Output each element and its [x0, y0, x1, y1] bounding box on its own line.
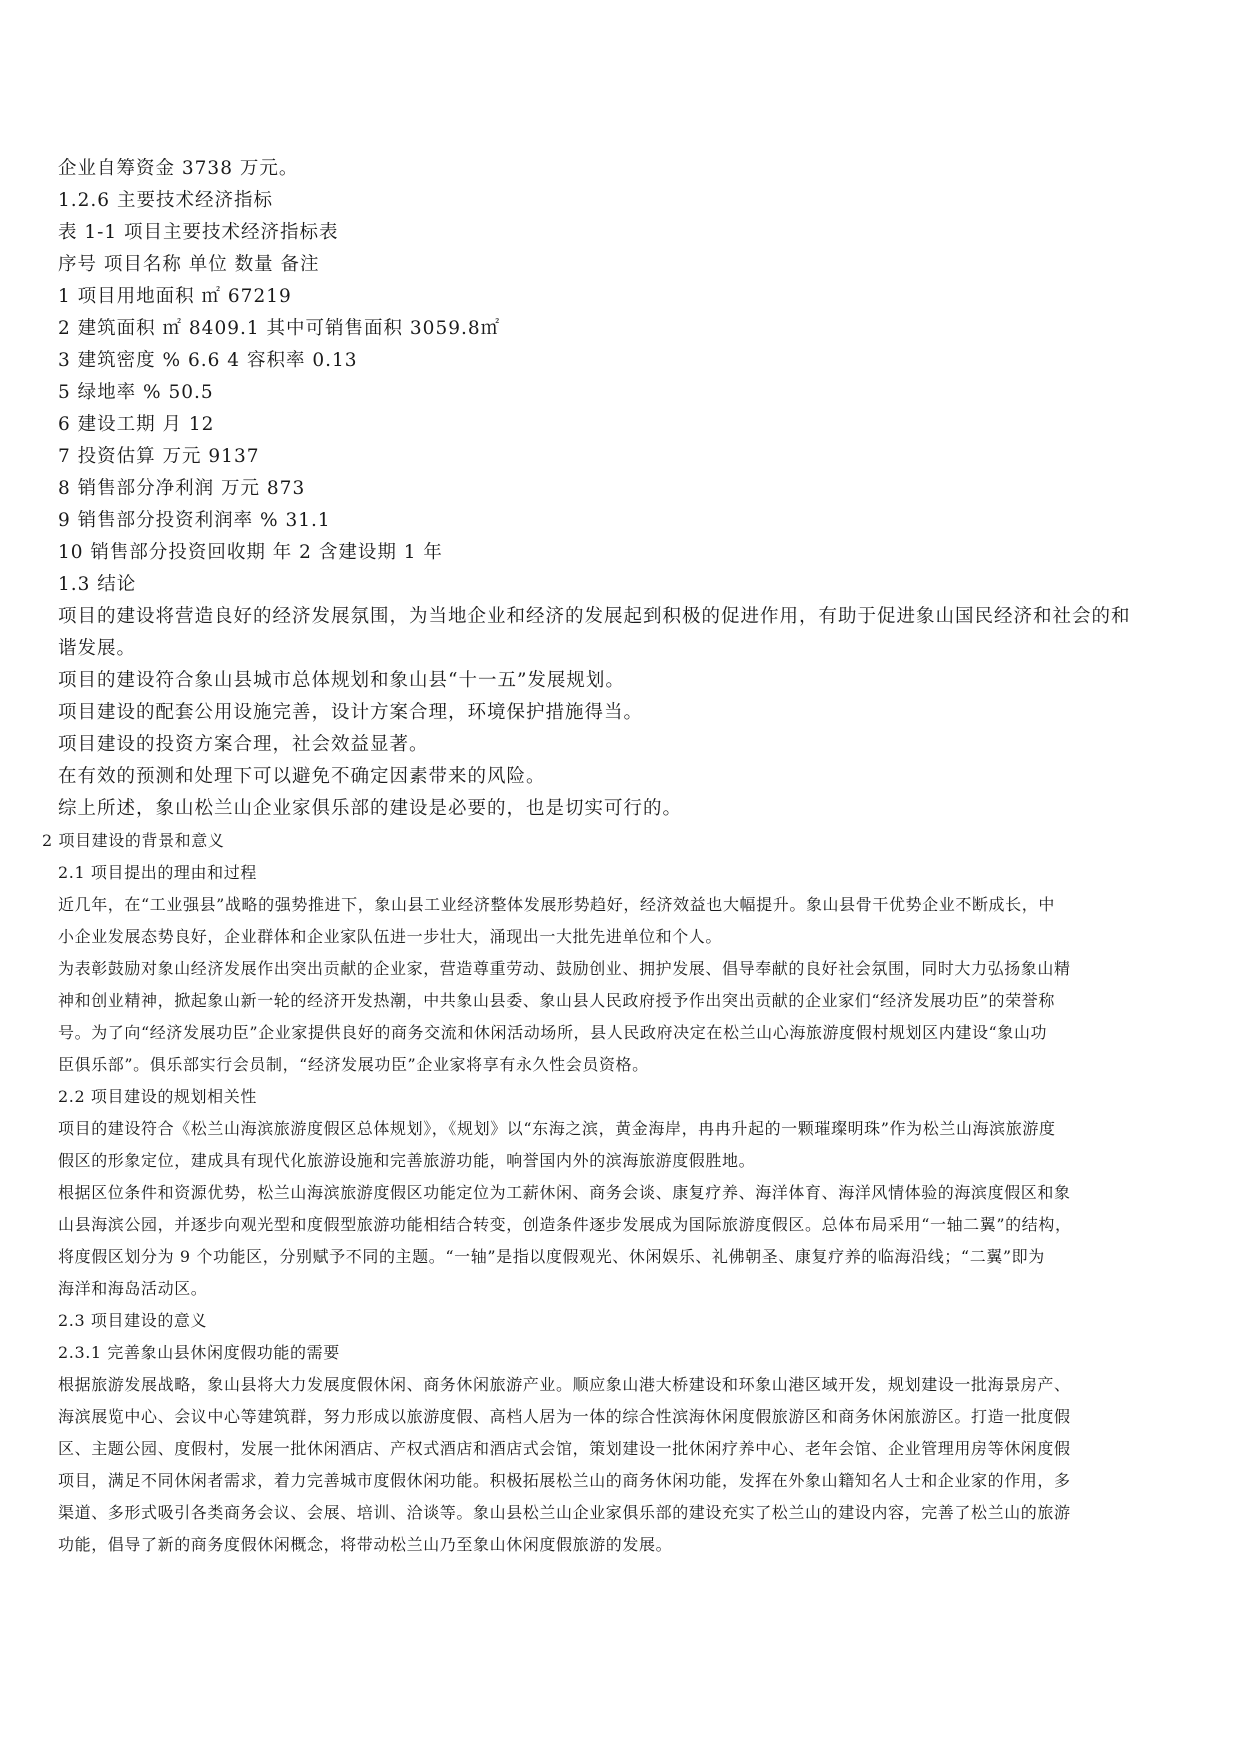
table-header-row: 序号 项目名称 单位 数量 备注	[58, 254, 320, 275]
paragraph-line: 项目，满足不同休闲者需求，着力完善城市度假休闲功能。积极拓展松兰山的商务休闲功能，发挥在外象山籍知名人士和企业家的作用，多	[58, 1471, 1071, 1490]
paragraph-line: 功能，倡导了新的商务度假休闲概念，将带动松兰山乃至象山休闲度假旅游的发展。	[58, 1535, 673, 1554]
paragraph-line: 为表彰鼓励对象山经济发展作出突出贡献的企业家，营造尊重劳动、鼓励创业、拥护发展、倡导奉献的良好社会氛围，同时大力弘扬象山精	[58, 959, 1071, 978]
paragraph-line: 项目的建设符合象山县城市总体规划和象山县“十一五”发展规划。	[58, 670, 625, 691]
paragraph-line: 将度假区划分为 9 个功能区，分别赋予不同的主题。“一轴”是指以度假观光、休闲娱乐、礼佛朝圣、康复疗养的临海沿线；“二翼”即为	[58, 1247, 1045, 1266]
paragraph-line: 近几年，在“工业强县”战略的强势推进下，象山县工业经济整体发展形势趋好，经济效益也大幅提升。象山县骨干优势企业不断成长，中	[58, 895, 1055, 914]
paragraph-line: 在有效的预测和处理下可以避免不确定因素带来的风险。	[58, 766, 546, 787]
section-heading: 2.1 项目提出的理由和过程	[58, 863, 257, 882]
paragraph-line: 渠道、多形式吸引各类商务会议、会展、培训、洽谈等。象山县松兰山企业家俱乐部的建设充实了松兰山的建设内容，完善了松兰山的旅游	[58, 1503, 1071, 1522]
paragraph-line: 神和创业精神，掀起象山新一轮的经济开发热潮，中共象山县委、象山县人民政府授予作出突出贡献的企业家们“经济发展功臣”的荣誉称	[58, 991, 1055, 1010]
section-heading: 2.2 项目建设的规划相关性	[58, 1087, 257, 1106]
table-row: 1 项目用地面积 ㎡ 67219	[58, 286, 292, 307]
paragraph-line: 山县海滨公园，并逐步向观光型和度假型旅游功能相结合转变，创造条件逐步发展成为国际旅游度假区。总体布局采用“一轴二翼”的结构，	[58, 1215, 1072, 1234]
paragraph-line: 区、主题公园、度假村，发展一批休闲酒店、产权式酒店和酒店式会馆，策划建设一批休闲疗养中心、老年会馆、企业管理用房等休闲度假	[58, 1439, 1071, 1458]
table-row: 9 销售部分投资利润率 % 31.1	[58, 510, 331, 531]
subsection-heading: 2.3.1 完善象山县休闲度假功能的需要	[58, 1343, 340, 1362]
table-row: 5 绿地率 % 50.5	[58, 382, 214, 403]
paragraph-line: 谐发展。	[58, 638, 137, 659]
text-line: 企业自筹资金 3738 万元。	[58, 158, 299, 179]
chapter-heading: 2 项目建设的背景和意义	[42, 831, 225, 850]
table-row: 8 销售部分净利润 万元 873	[58, 478, 306, 499]
paragraph-line: 根据旅游发展战略，象山县将大力发展度假休闲、商务休闲旅游产业。顺应象山港大桥建设和环象山港区域开发，规划建设一批海景房产、	[58, 1375, 1071, 1394]
table-row: 6 建设工期 月 12	[58, 414, 215, 435]
table-row: 7 投资估算 万元 9137	[58, 446, 260, 467]
paragraph-line: 小企业发展态势良好，企业群体和企业家队伍进一步壮大，涌现出一大批先进单位和个人。	[58, 927, 723, 946]
table-row: 2 建筑面积 ㎡ 8409.1 其中可销售面积 3059.8㎡	[58, 318, 501, 339]
paragraph-line: 项目的建设符合《松兰山海滨旅游度假区总体规划》，《规划》以“东海之滨，黄金海岸，冉冉升起的一颗璀璨明珠”作为松兰山海滨旅游度	[58, 1119, 1056, 1138]
paragraph-line: 项目建设的配套公用设施完善，设计方案合理，环境保护措施得当。	[58, 702, 644, 723]
paragraph-line: 项目的建设将营造良好的经济发展氛围，为当地企业和经济的发展起到积极的促进作用，有助于促进象山国民经济和社会的和	[58, 606, 1131, 627]
paragraph-line: 项目建设的投资方案合理，社会效益显著。	[58, 734, 429, 755]
paragraph-line: 假区的形象定位，建成具有现代化旅游设施和完善旅游功能，响誉国内外的滨海旅游度假胜地。	[58, 1151, 756, 1170]
paragraph-line: 根据区位条件和资源优势，松兰山海滨旅游度假区功能定位为工薪休闲、商务会谈、康复疗养、海洋体育、海洋风情体验的海滨度假区和象	[58, 1183, 1071, 1202]
table-row: 10 销售部分投资回收期 年 2 含建设期 1 年	[58, 542, 443, 563]
paragraph-line: 海滨展览中心、会议中心等建筑群，努力形成以旅游度假、高档人居为一体的综合性滨海休闲度假旅游区和商务休闲旅游区。打造一批度假	[58, 1407, 1071, 1426]
paragraph-line: 海洋和海岛活动区。	[58, 1279, 208, 1298]
paragraph-line: 综上所述，象山松兰山企业家俱乐部的建设是必要的，也是切实可行的。	[58, 798, 683, 819]
section-heading: 2.3 项目建设的意义	[58, 1311, 208, 1330]
section-heading: 1.3 结论	[58, 574, 137, 595]
paragraph-line: 臣俱乐部”。俱乐部实行会员制，“经济发展功臣”企业家将享有永久性会员资格。	[58, 1055, 649, 1074]
table-caption: 表 1-1 项目主要技术经济指标表	[58, 222, 339, 243]
table-row: 3 建筑密度 % 6.6 4 容积率 0.13	[58, 350, 358, 371]
paragraph-line: 号。为了向“经济发展功臣”企业家提供良好的商务交流和休闲活动场所，县人民政府决定在松兰山心海旅游度假村规划区内建设“象山功	[58, 1023, 1048, 1042]
section-heading: 1.2.6 主要技术经济指标	[58, 190, 273, 211]
